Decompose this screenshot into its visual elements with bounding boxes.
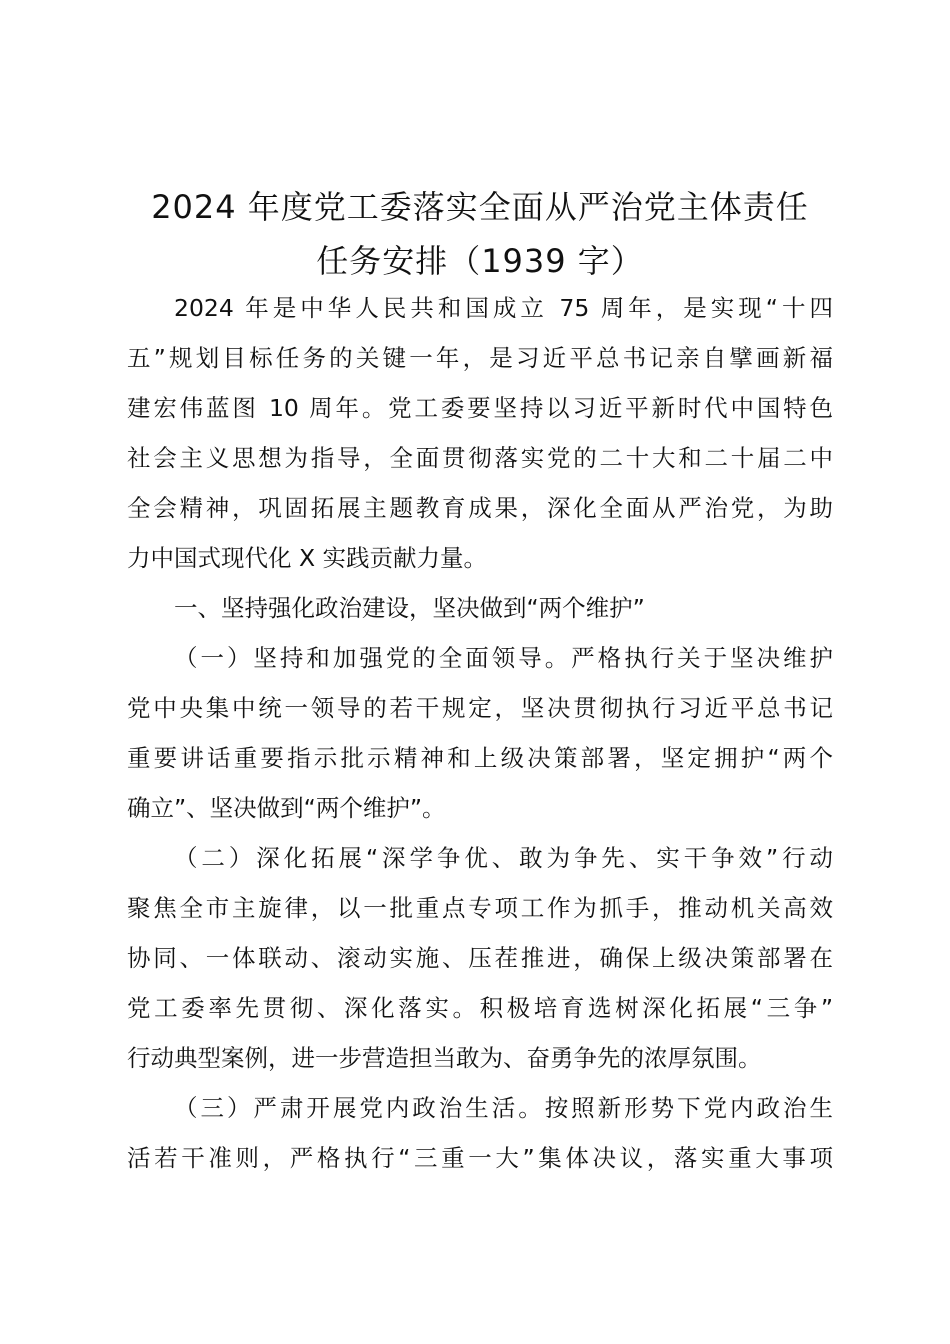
paragraph-line: （一）坚持和加强党的全面领导。严格执行关于坚决维护: [174, 644, 833, 672]
title-line-1: 2024 年度党工委落实全面从严治党主体责任: [151, 188, 809, 226]
paragraph-line: 聚焦全市主旋律，以一批重点专项工作为抓手，推动机关高效: [127, 894, 833, 922]
paragraph-line: （二）深化拓展“深学争优、敢为争先、实干争效”行动: [174, 844, 833, 872]
document-body: [127, 283, 833, 1183]
paragraph-line: 活若干准则，严格执行“三重一大”集体决议，落实重大事项: [127, 1144, 833, 1172]
paragraph-line: 党中央集中统一领导的若干规定，坚决贯彻执行习近平总书记: [127, 694, 833, 722]
section-heading-line: 一、坚持强化政治建设，坚决做到“两个维护”: [174, 594, 645, 622]
title-line-2: 任务安排（1939 字）: [316, 242, 644, 280]
paragraph-item-1: [127, 633, 833, 833]
paragraph-line: 建宏伟蓝图 10 周年。党工委要坚持以习近平新时代中国特色: [127, 394, 833, 422]
paragraph-item-3: [127, 1083, 833, 1183]
paragraph-line: 全会精神，巩固拓展主题教育成果，深化全面从严治党，为助: [127, 494, 833, 522]
paragraph-line: 力中国式现代化 X 实践贡献力量。: [127, 544, 488, 572]
section-heading-1: [127, 583, 833, 633]
paragraph-item-2: [127, 833, 833, 1083]
paragraph-line: 社会主义思想为指导，全面贯彻落实党的二十大和二十届二中: [127, 444, 833, 472]
paragraph-line: 确立”、坚决做到“两个维护”。: [127, 794, 446, 822]
paragraph-line: 五”规划目标任务的关键一年，是习近平总书记亲自擘画新福: [127, 344, 833, 372]
paragraph-line: 重要讲话重要指示批示精神和上级决策部署，坚定拥护“两个: [127, 744, 833, 772]
paragraph-line: 2024 年是中华人民共和国成立 75 周年，是实现“十四: [174, 294, 833, 322]
paragraph-line: 行动典型案例，进一步营造担当敢为、奋勇争先的浓厚氛围。: [127, 1044, 762, 1072]
paragraph-intro: [127, 283, 833, 583]
paragraph-line: 协同、一体联动、滚动实施、压茬推进，确保上级决策部署在: [127, 944, 833, 972]
paragraph-line: 党工委率先贯彻、深化落实。积极培育选树深化拓展“三争”: [127, 994, 833, 1022]
paragraph-line: （三）严肃开展党内政治生活。按照新形势下党内政治生: [174, 1094, 833, 1122]
document-title: [100, 180, 860, 288]
